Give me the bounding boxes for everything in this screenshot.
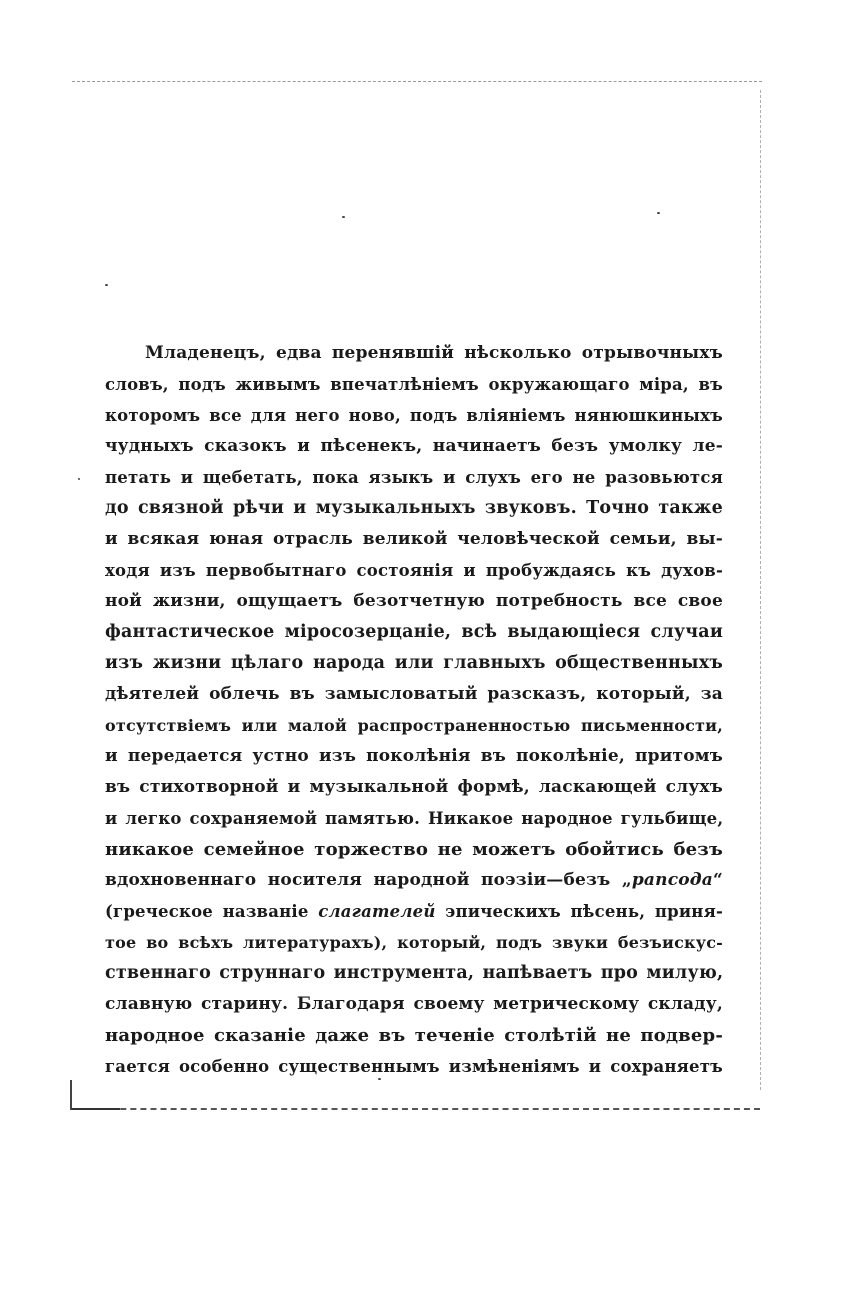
scan-edge-left-tick <box>70 1080 72 1110</box>
text-line: петать и щебетать, пока языкъ и слухъ его не разовьются <box>105 468 723 487</box>
text-line: ной жизни, ощущаетъ безотчетную потребность все свое <box>105 591 723 611</box>
text-line: и легко сохраняемой памятью. Никакое народное гульбище, <box>105 809 724 828</box>
text-line: никакое семейное торжество не можетъ обойтись безъ <box>105 839 723 860</box>
text-segment: (греческое названіе <box>105 902 319 921</box>
scan-edge-bottom <box>70 1108 760 1110</box>
text-line: и передается устно изъ поколѣнія въ поколѣніе, притомъ <box>105 746 723 766</box>
scan-speck <box>342 216 345 218</box>
scan-edge-bottom-corner <box>70 1108 120 1110</box>
text-line: тое во всѣхъ литературахъ), который, подъ звуки безъискус- <box>105 933 723 952</box>
text-line-mixed <box>105 865 723 896</box>
scan-speck <box>78 478 80 480</box>
text-line: славную старину. Благодаря своему метрическому складу, <box>105 994 723 1014</box>
text-line: Младенецъ, едва перенявшій нѣсколько отрывочныхъ <box>145 343 723 363</box>
text-line: дѣятелей облечь въ замысловатый разсказъ, который, за <box>105 684 723 704</box>
scan-speck <box>105 284 108 286</box>
text-line: ственнаго струннаго инструмента, напѣваетъ про милую, <box>105 963 724 983</box>
italic-term: слагателей <box>318 902 436 921</box>
text-line: чудныхъ сказокъ и пѣсенекъ, начинаетъ безъ умолку ле- <box>105 436 723 456</box>
text-line: ходя изъ первобытнаго состоянія и пробуждаясь къ духов- <box>105 561 723 580</box>
text-line-mixed <box>105 896 723 927</box>
text-line: которомъ все для него ново, подъ вліяніемъ нянюшкиныхъ <box>105 406 723 425</box>
text-segment: эпическихъ пѣсень, приня- <box>435 902 724 921</box>
italic-term: рапсода <box>631 870 714 890</box>
text-line: фантастическое міросозерцаніе, всѣ выдающіеся случаи <box>105 622 723 642</box>
text-line: народное сказаніе даже въ теченіе столѣтій не подвер- <box>105 1025 723 1046</box>
scan-edge-top <box>72 81 762 82</box>
scan-edge-right <box>760 90 761 1090</box>
text-line: до связной рѣчи и музыкальныхъ звуковъ. Точно также <box>105 498 723 518</box>
text-line: изъ жизни цѣлаго народа или главныхъ общественныхъ <box>105 653 723 673</box>
body-paragraph <box>105 338 723 1082</box>
text-line: гается особенно существеннымъ измѣненіямъ и сохраняетъ <box>105 1057 723 1076</box>
text-segment: вдохновеннаго носителя народной поэзіи—безъ „ <box>105 870 632 890</box>
text-segment: “ <box>713 870 723 890</box>
scan-speck <box>657 212 660 214</box>
text-line: словъ, подъ живымъ впечатлѣніемъ окружающаго міра, въ <box>105 375 723 394</box>
text-line: въ стихотворной и музыкальной формѣ, ласкающей слухъ <box>105 777 723 797</box>
text-line: и всякая юная отрасль великой человѣческой семьи, вы- <box>105 529 723 549</box>
text-line: отсутствіемъ или малой распространенностью письменности, <box>105 716 723 735</box>
